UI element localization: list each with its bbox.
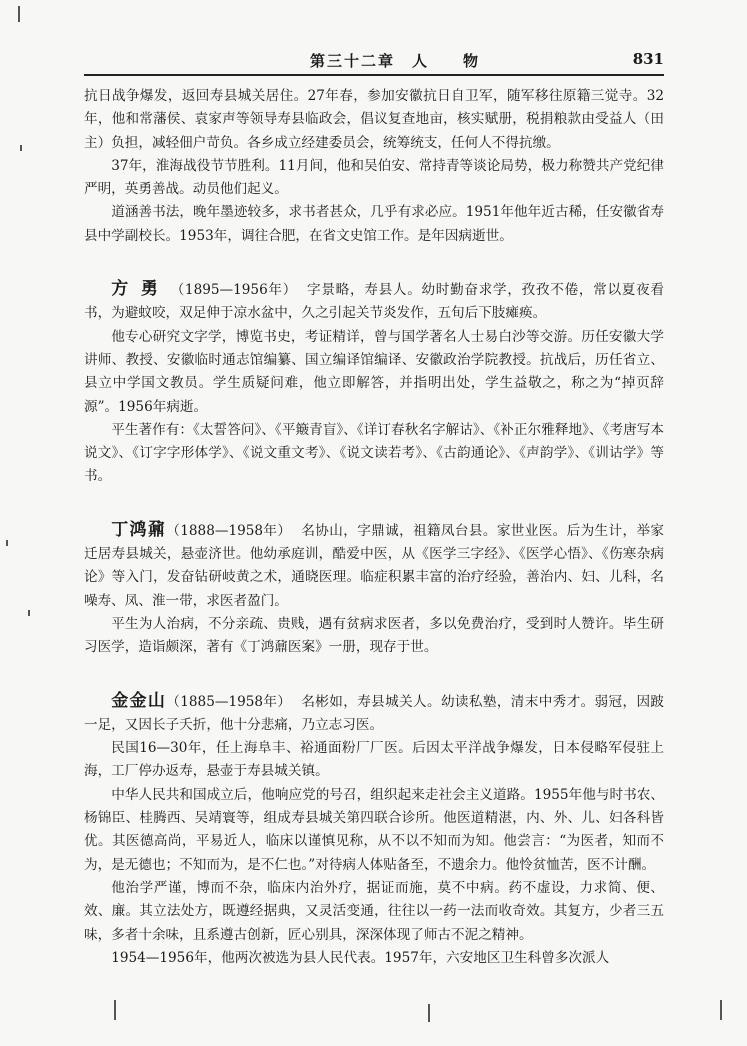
person-dates: （1888—1958年） [166, 522, 292, 539]
paragraph: 1954—1956年，他两次被选为县人民代表。1957年，六安地区卫生科曾多次派人 [111, 949, 610, 966]
scan-mark [18, 6, 20, 22]
scan-mark [720, 1000, 722, 1020]
paragraph: 道涵善书法，晚年墨迹较多，求书者甚众，几乎有求必应。1951年他年近古稀，任安徽省寿县中学副校长。1953年，调往合肥，在省文史馆工作。是年因病逝世。 [84, 204, 664, 244]
page-number: 831 [632, 50, 664, 68]
person-name: 丁鸿鼐 [111, 519, 167, 540]
person-dates: （1885—1958年） [166, 693, 292, 710]
biography-entry-jin-jinshan [84, 690, 664, 738]
biography-entry-ding-hongnai [84, 519, 664, 613]
paragraph: 平生为人治病，不分亲疏、贵贱，遇有贫病求医者，多以免费治疗，受到时人赞许。毕生研习医学，造诣颇深，著有《丁鸿鼐医案》一册，现存于世。 [84, 615, 664, 656]
page-body [84, 85, 664, 970]
header-rule [84, 74, 664, 76]
paragraph: 中华人民共和国成立后，他响应党的号召，组织起来走社会主义道路。1955年他与时书农、杨锦臣、桂腾西、吴靖寰等，组成寿县城关第四联合诊所。他医道精湛，内、外、儿、妇各科皆优。其医德高尚，平易近人，临床以谨慎见称，从不以不知而为知。他尝言：“为医者，知而不为，是无德也；不知而为，是不仁也。”对待病人体贴备至，不遗余力。他怜贫恤苦，医不计酬。 [84, 786, 664, 873]
paragraph: 抗日战争爆发，返回寿县城关居住。27年春，参加安徽抗日自卫军，随军移往原籍三觉寺。32年，他和常藩侯、袁家声等领导寿县临政会，倡议复查地亩，核实赋册，税捐粮款由受益人（田主）负担，减轻佃户苛负。各乡成立经建委员会，统筹统支，任何人不得抗缴。 [84, 88, 664, 151]
biography-entry-fang-yong [84, 278, 664, 326]
paragraph: 民国16—30年，任上海阜丰、裕通面粉厂厂医。后因太平洋战争爆发，日本侵略军侵驻上海，工厂停办返寿，悬壶于寿县城关镇。 [84, 740, 664, 780]
scan-mark [20, 145, 22, 151]
scan-mark [428, 1004, 430, 1022]
chapter-title: 第三十二章 人 物 [310, 52, 481, 70]
paragraph: 他治学严谨，博而不杂，临床内治外疗，据证而施，莫不中病。药不虚设，力求简、便、效、廉。其立法处方，既遵经据典，又灵活变通，往往以一药一法而收奇效。其复方，少者三五味，多者十余味，且系遵古创新，匠心别具，深深体现了师古不泥之精神。 [84, 879, 664, 943]
scan-mark [114, 1000, 116, 1020]
entry-text: 名协山，字鼎诚，祖籍凤台县。家世业医。后为生计，举家迁居寿县城关，悬壶济世。他幼承庭训，酷爱中医，从《医学三字经》、《医学心悟》、《伤寒杂病论》等入门，发奋钻研岐黄之术，通晓医理。临症积累丰富的治疗经验，善治内、妇、儿科，名噪寿、凤、淮一带，求医者盈门。 [84, 522, 664, 609]
entry-text: 名彬如，寿县城关人。幼读私塾，清末中秀才。弱冠，因跛一足，又因长子夭折，他十分悲痛，乃立志习医。 [84, 693, 664, 733]
paragraph: 平生著作有：《太誓答问》、《平簸青盲》、《详订春秋名字解诂》、《补正尔雅释地》、《考唐写本说文》、《订字字形体学》、《说文重文考》、《说文读若考》、《古韵通论》、《声韵学》、《训诂学》等书。 [84, 421, 664, 485]
entry-text: 字景略，寿县人。幼时勤奋求学，孜孜不倦，常以夏夜看书，为避蚊咬，双足伸于凉水盆中，久之引起关节炎发作，五旬后下肢瘫痪。 [84, 282, 665, 322]
person-name: 方勇 [111, 279, 171, 300]
paragraph: 37年，淮海战役节节胜利。11月间，他和吴伯安、常持青等谈论局势，极力称赞共产党纪律严明，英勇善战。动员他们起义。 [84, 157, 664, 198]
scan-mark [28, 610, 30, 616]
scan-mark [6, 540, 8, 546]
running-header [84, 50, 664, 72]
person-dates: （1895—1956年） [170, 282, 298, 299]
person-name: 金金山 [111, 690, 167, 711]
paragraph: 他专心研究文字学，博览书史，考证精详，曾与国学著名人士易白沙等交游。历任安徽大学讲师、教授、安徽临时通志馆编纂、国立编译馆编译、安徽政治学院教授。抗战后，历任省立、县立中学国文教员。学生质疑问难，他立即解答，并指明出处，学生益敬之，称之为“掉页辞源”。1956年病逝。 [84, 328, 664, 415]
